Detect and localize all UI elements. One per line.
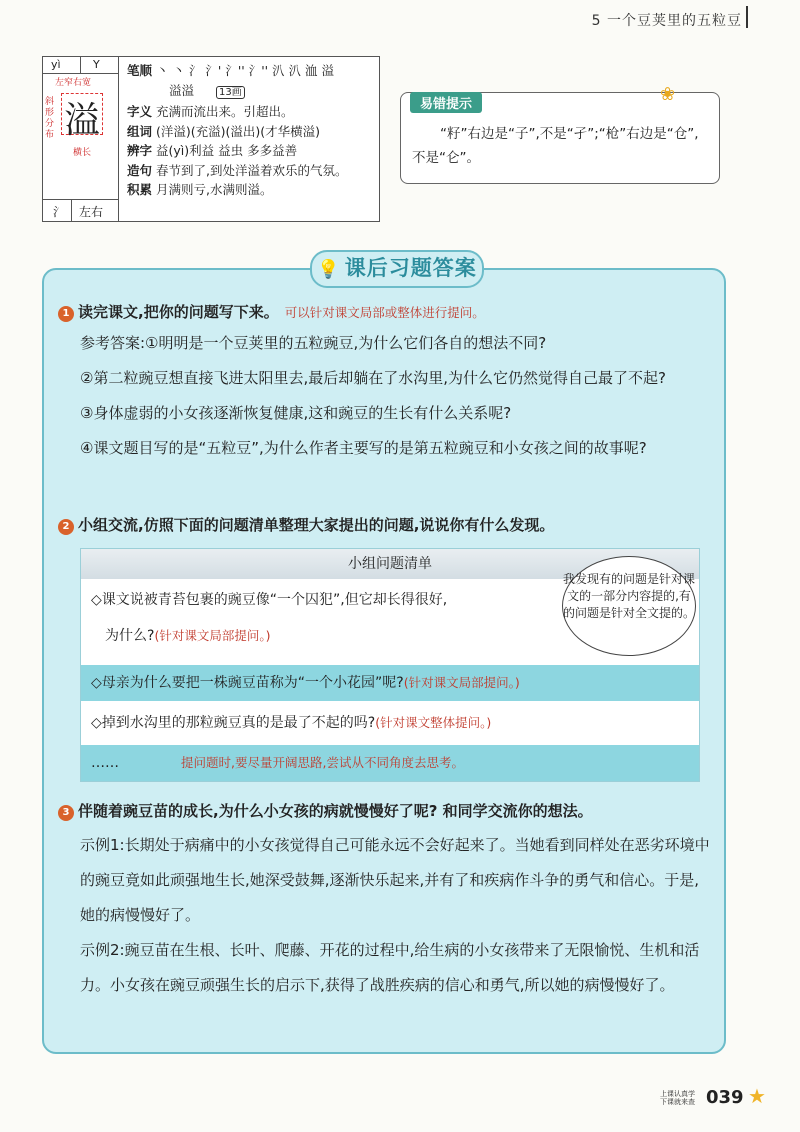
answer-paragraph: 示例2:豌豆苗在生根、长叶、爬藤、开花的过程中,给生病的小女孩带来了无限愉悦、生机和活力。小女孩在豌豆顽强生长的启示下,获得了战胜疾病的信心和勇气,所以她的病慢慢好了。 (80, 941, 700, 994)
question-1-answers (80, 326, 710, 466)
star-icon: ★ (748, 1084, 766, 1108)
pinyin-alt: Y (93, 58, 100, 71)
question-number-icon: 2 (58, 519, 74, 535)
sentence-row: 造句 春节到了,到处洋溢着欢乐的气氛。 (127, 162, 348, 178)
table-row: ◇掉到水沟里的那粒豌豆真的是最了不起的吗?(针对课文整体提问。) (91, 715, 492, 731)
answer-line: ③身体虚弱的小女孩逐渐恢复健康,这和豌豆的生长有什么关系呢? (80, 404, 512, 422)
meaning-row: 字义 充满而流出来。引超出。 (127, 104, 294, 119)
main-character: 溢 (64, 100, 101, 141)
row-hint: (针对课文局部提问。) (403, 675, 520, 690)
pinyin-row (43, 57, 118, 74)
question-number-icon: 1 (58, 306, 74, 322)
structure-bottom-note: 横长 (73, 148, 92, 158)
page-number: 039 (706, 1087, 744, 1108)
tip-text: “籽”右边是“子”,不是“孑”;“枪”右边是“仓”,不是“仑”。 (412, 126, 699, 166)
speech-bubble: 我发现有的问题是针对课文的一部分内容提的,有的问题是针对全文提的。 (562, 556, 696, 656)
question-number-icon: 3 (58, 805, 74, 821)
question-hint: 可以针对课文局部或整体进行提问。 (284, 305, 485, 320)
pinyin: yì (51, 58, 61, 71)
character-grid (43, 57, 119, 221)
lightbulb-icon: 💡 (317, 259, 341, 280)
chapter-header: 5 一个豆荚里的五粒豆 (591, 13, 742, 29)
word-group-row: 组词 (洋溢)(充溢)(溢出)(才华横溢) (127, 123, 321, 139)
character-card (42, 56, 380, 222)
distinguish-row: 辨字 益(yì)利益 益虫 多多益善 (127, 143, 298, 158)
answer-line: ④课文题目写的是“五粒豆”,为什么作者主要写的是第五粒豌豆和小女孩之间的故事呢? (80, 439, 647, 457)
question-2: 2 小组交流,仿照下面的问题清单整理大家提出的问题,说说你有什么发现。 (58, 514, 554, 535)
question-3-answers (80, 828, 710, 1003)
stroke-order-row-2: 溢溢 13画 (127, 81, 375, 103)
radical: 氵 (53, 205, 66, 219)
table-row: ◇课文说被青苔包裹的豌豆像“一个囚犯”,但它却长得很好, (91, 592, 448, 608)
radical-row (43, 199, 118, 222)
structure-type: 左右 (79, 205, 104, 219)
structure-note: 左窄右宽 (55, 78, 92, 88)
row-hint: (针对课文局部提问。) (154, 628, 271, 643)
table-row: …… 提问题时,要尽量开阔思路,尝试从不同角度去思考。 (81, 745, 699, 781)
answer-line: 参考答案:①明明是一个豆荚里的五粒豌豆,为什么它们各自的想法不同? (80, 334, 547, 352)
row-hint: (针对课文整体提问。) (375, 715, 492, 730)
question-1: 1 读完课文,把你的问题写下来。 可以针对课文局部或整体进行提问。 (58, 301, 485, 322)
tip-tag: 易错提示 (410, 92, 482, 113)
table-header: 小组问题清单 (81, 549, 699, 579)
character-details (127, 61, 375, 200)
bee-icon: ❀ (660, 84, 676, 105)
table-row: 为什么?(针对课文局部提问。) (105, 628, 271, 644)
structure-side-note: 斜形分布 (45, 97, 55, 140)
answer-line: ②第二粒豌豆想直接飞进太阳里去,最后却躺在了水沟里,为什么它仍然觉得自己最了不起? (80, 369, 666, 387)
row-hint: 提问题时,要尽量开阔思路,尝试从不同角度去思考。 (181, 755, 464, 770)
stroke-count-badge: 13画 (216, 86, 245, 99)
accumulate-row: 积累 月满则亏,水满则溢。 (127, 182, 273, 197)
stroke-order-row: 笔顺 丶 丶 氵 氵' 氵'' 氵'' 汃 汃 洫 溢 (127, 63, 334, 78)
question-3: 3 伴随着豌豆苗的成长,为什么小女孩的病就慢慢好了呢? 和同学交流你的想法。 (58, 800, 593, 821)
footer-brand: 上课认真学 下课就来查 (660, 1090, 695, 1106)
header-divider (746, 6, 748, 28)
panel-title: 💡 课后习题答案 (310, 250, 484, 288)
answer-paragraph: 示例1:长期处于病痛中的小女孩觉得自己可能永远不会好起来了。当她看到同样处在恶劣环境中的豌豆竟如此顽强地生长,她深受鼓舞,逐渐快乐起来,并有了和疾病作斗争的勇气和信心。于是,她的病慢慢好了。 (80, 836, 710, 924)
table-row: ◇母亲为什么要把一株豌豆苗称为“一个小花园”呢?(针对课文局部提问。) (81, 665, 699, 701)
character-box (61, 93, 103, 141)
